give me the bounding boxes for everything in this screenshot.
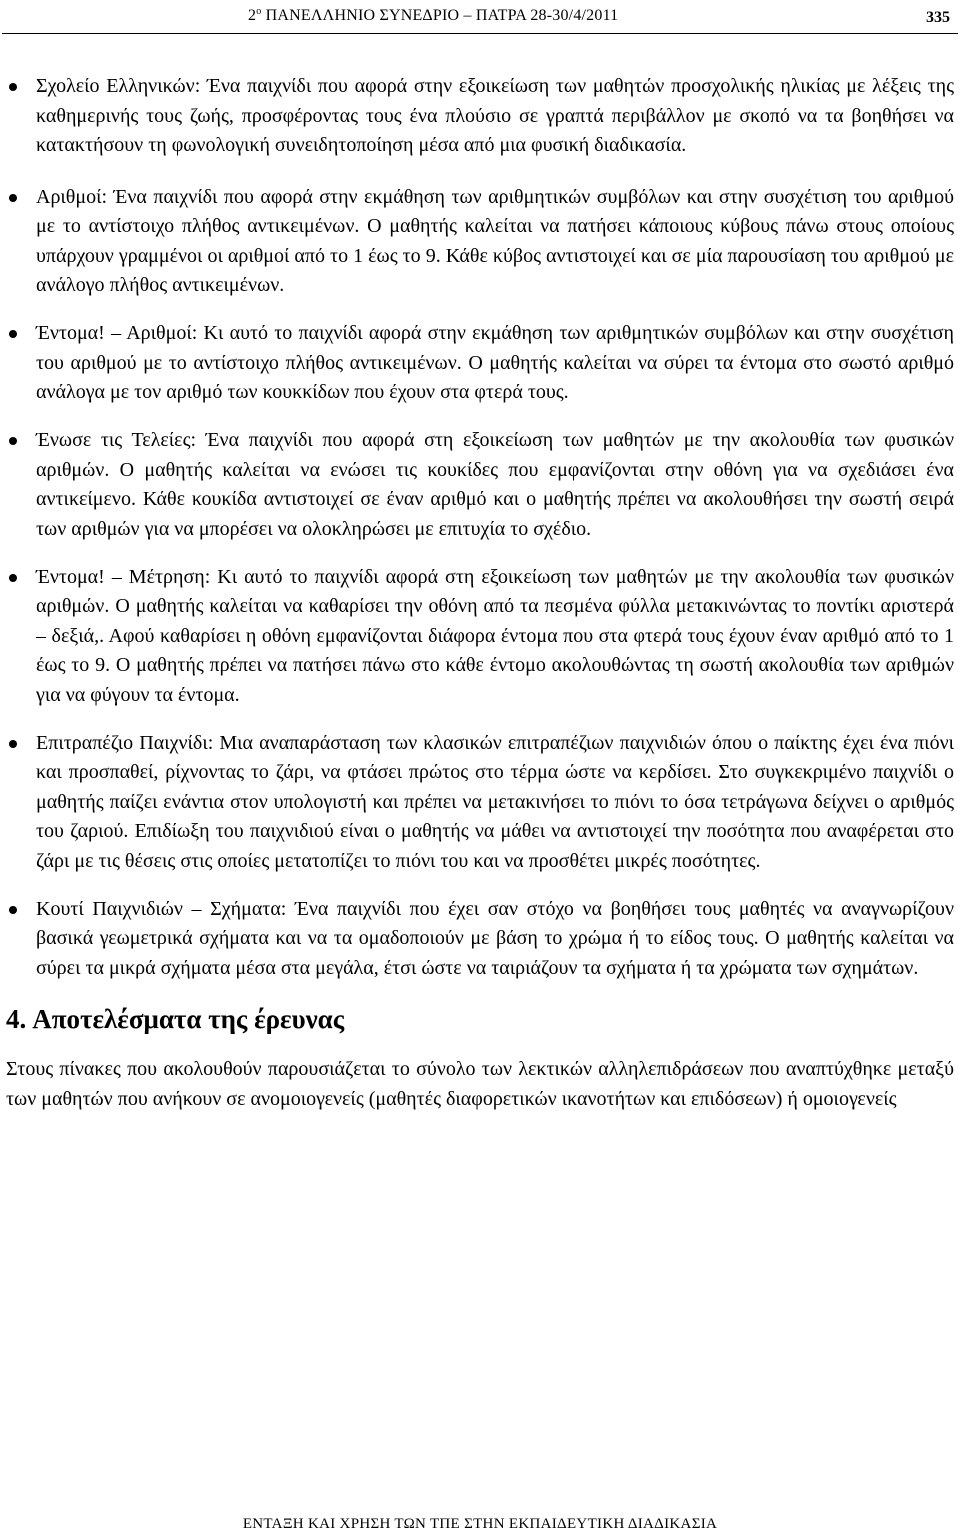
page-number: 335 <box>926 9 950 26</box>
page-header <box>0 0 960 36</box>
bullet-icon <box>9 437 17 445</box>
bullet-icon <box>9 906 17 914</box>
header-divider <box>2 33 958 34</box>
bullet-icon <box>9 194 17 202</box>
header-superscript: ο <box>256 6 262 17</box>
list-item-text: Σχολείο Ελληνικών: Ένα παιχνίδι που αφορά στην εξοικείωση των μαθητών προσχολικής ηλικίας με λέξεις της καθημερινής τους ζωής, προσφέροντας τους ένα πλούσιο σε γραπτά περιβάλλον με σκοπό να τα βοηθήσει να κατακτήσουν τη φωνολογική συνειδητοποίηση μέσα από μια φυσική διαδικασία. <box>36 75 954 156</box>
section-heading <box>6 1002 954 1036</box>
bullet-icon <box>9 574 17 582</box>
page-footer: ΕΝΤΑΞΗ ΚΑΙ ΧΡΗΣΗ ΤΩΝ ΤΠΕ ΣΤΗΝ ΕΚΠΑΙΔΕΥΤΙΚΗ ΔΙΑΔΙΚΑΣΙΑ <box>242 1516 718 1532</box>
list-item-text: Κουτί Παιχνιδιών – Σχήματα: Ένα παιχνίδι που έχει σαν στόχο να βοηθήσει τους μαθητές να αναγνωρίζουν βασικά γεωμετρικά σχήματα και να τα ομαδοποιούν με βάση το χρώμα ή το είδος τους. Ο μαθητής καλείται να σύρει τα μικρά σχήματα μέσα στα μεγάλα, έτσι ώστε να ταιριάζουν τα σχήματα ή τα χρώματα των σχημάτων. <box>36 897 954 979</box>
game-list <box>6 72 954 983</box>
bullet-icon <box>9 740 17 748</box>
list-item <box>6 426 954 544</box>
list-item <box>6 72 954 161</box>
list-item <box>6 183 954 301</box>
section-paragraph: Στους πίνακες που ακολουθούν παρουσιάζεται το σύνολο των λεκτικών αλληλεπιδράσεων που αναπτύχθηκε μεταξύ των μαθητών που ανήκουν σε ανομοιογενείς (μαθητές διαφορετικών ικανοτήτων και επιδόσεων) ή ομοιογενείς <box>6 1057 954 1110</box>
running-header <box>248 6 618 25</box>
list-item-text: Ένωσε τις Τελείες: Ένα παιχνίδι που αφορά στη εξοικείωση των μαθητών με την ακολουθία των φυσικών αριθμών. Ο μαθητής καλείται να ενώσει τις κουκίδες που εμφανίζονται στην οθόνη για να σχεδιάσει ένα αντικείμενο. Κάθε κουκίδα αντιστοιχεί σε έναν αριθμό και ο μαθητής πρέπει να ακολουθήσει την σωστή σειρά των αριθμών για να μπορέσει να ολοκληρώσει με επιτυχία το σχέδιο. <box>36 429 954 540</box>
list-item-text: Έντομα! – Αριθμοί: Κι αυτό το παιχνίδι αφορά στην εκμάθηση των αριθμητικών συμβόλων και στην συσχέτιση του αριθμού με το αντίστοιχο πλήθος αντικειμένων. Ο μαθητής καλείται να σύρει τα έντομα στο σωστό αριθμό ανάλογα με τον αριθμό των κουκκίδων που έχουν στα φτερά τους. <box>36 322 954 403</box>
list-item <box>6 563 954 711</box>
page-body <box>6 72 954 1114</box>
header-ordinal: 2 <box>248 7 257 24</box>
list-item <box>6 729 954 877</box>
list-item-text: Έντομα! – Μέτρηση: Κι αυτό το παιχνίδι αφορά στη εξοικείωση των μαθητών με την ακολουθία των φυσικών αριθμών. Ο μαθητής καλείται να καθαρίσει την οθόνη από τα πεσμένα φύλλα μετακινώντας το ποντίκι αριστερά – δεξιά,. Αφού καθαρίσει η οθόνη εμφανίζονται διάφορα έντομα που στα φτερά τους έχουν έναν αριθμό από το 1 έως το 9. Ο μαθητής πρέπει να πατήσει πάνω στο κάθε έντομο ακολουθώντας τη σωστή ακολουθία των αριθμών για να φύγουν τα έντομα. <box>36 565 954 706</box>
bullet-icon <box>9 330 17 338</box>
list-item <box>6 895 954 984</box>
bullet-icon <box>9 83 17 91</box>
section-title: Αποτελέσματα της έρευνας <box>32 1003 345 1034</box>
section-number: 4. <box>6 1003 27 1034</box>
list-item-text: Αριθμοί: Ένα παιχνίδι που αφορά στην εκμάθηση των αριθμητικών συμβόλων και στην συσχέτιση του αριθμού με το αντίστοιχο πλήθος αντικειμένων. Ο μαθητής καλείται να πατήσει κάποιους κύβους πάνω στους οποίους υπάρχουν γραμμένοι οι αριθμοί από το 1 έως το 9. Κάθε κύβος αντιστοιχεί και σε μία παρουσίαση του αριθμού με ανάλογο πλήθος αντικειμένων. <box>36 185 954 296</box>
list-item-text: Επιτραπέζιο Παιχνίδι: Μια αναπαράσταση των κλασικών επιτραπέζιων παιχνιδιών όπου ο παίκτης έχει ένα πιόνι και προσπαθεί, ρίχνοντας το ζάρι, να φτάσει πρώτος στο τέρμα ώστε να κερδίσει. Στο συγκεκριμένο παιχνίδι ο μαθητής παίζει ενάντια στον υπολογιστή και πρέπει να μετακινήσει το πιόνι το όσα τετράγωνα δείχνει ο αριθμός του ζαριού. Επιδίωξη του παιχνιδιού είναι ο μαθητής να μάθει να αντιστοιχεί την ποσότητα που αναφέρεται στο ζάρι με τις θέσεις στις οποίες μετατοπίζει το πιόνι του και να προσθέτει μικρές ποσότητες. <box>36 731 954 872</box>
list-item <box>6 319 954 408</box>
header-conference-title: ΠΑΝΕΛΛΗΝΙΟ ΣΥΝΕΔΡΙΟ – ΠΑΤΡΑ 28-30/4/2011 <box>261 7 619 24</box>
